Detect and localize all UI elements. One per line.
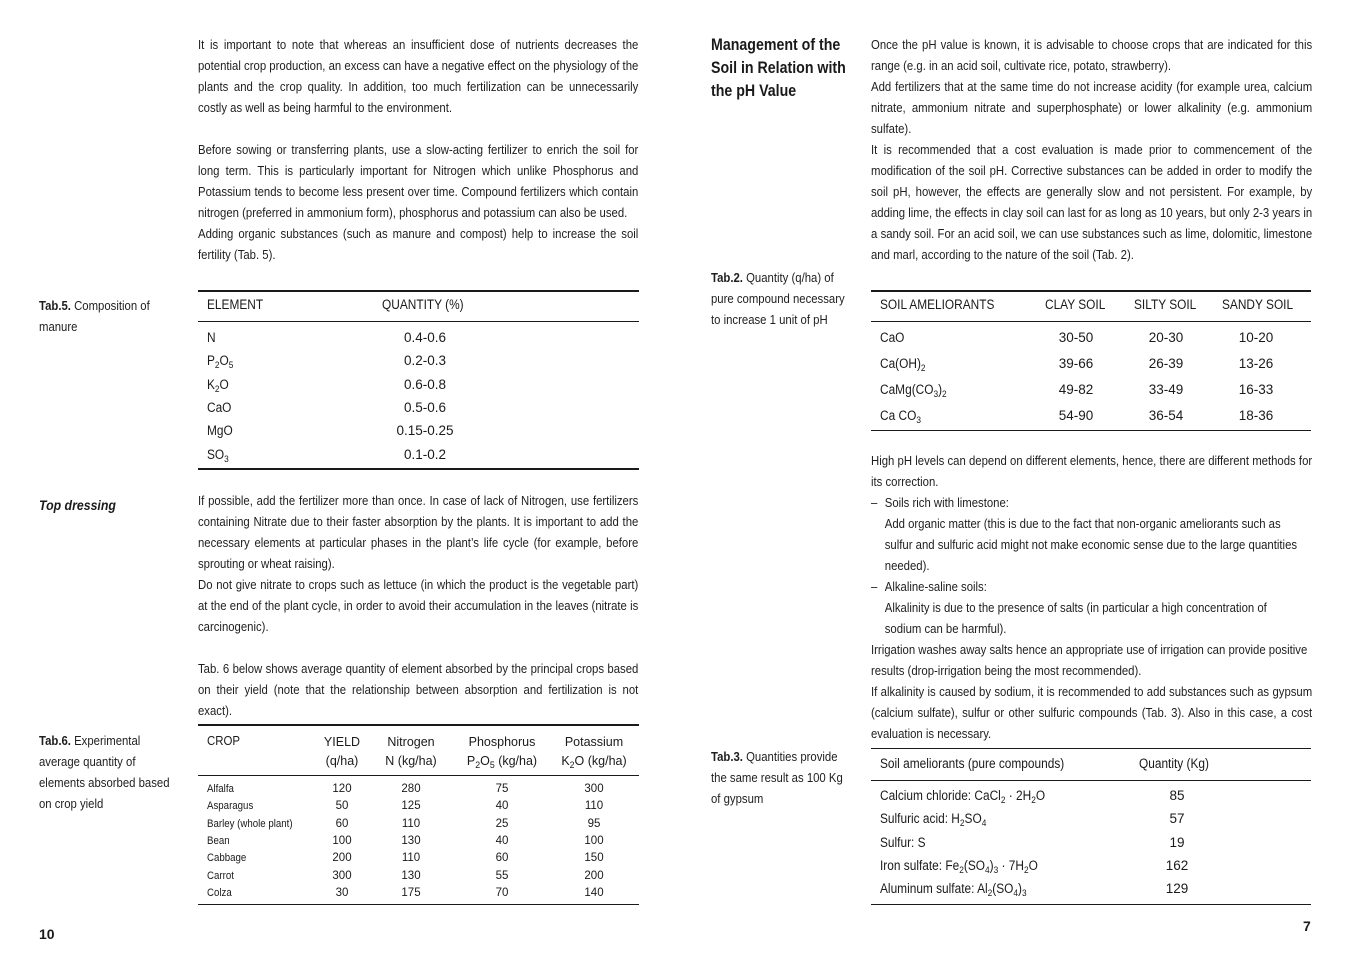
tab2-cell-ameliorant	[880, 408, 921, 426]
tab6-cell-yield: 100	[332, 834, 352, 847]
tab3-ameliorant-text: (SO	[992, 881, 1014, 897]
tab6-header-nitrogen-l2: N (kg/ha)	[385, 754, 437, 768]
tab2-cell-sandy: 13-26	[1238, 356, 1274, 371]
tab2-cell-sandy: 16-33	[1238, 382, 1274, 397]
top-dressing-heading: Top dressing	[39, 497, 116, 513]
tab2-header-ameliorants: SOIL AMELIORANTS	[880, 297, 995, 312]
tab3-ameliorant-text: Sulfur: S	[880, 834, 926, 850]
tab6-header-phosphorus-p: P	[466, 754, 476, 768]
tab5-element-subscript: 2	[214, 360, 220, 372]
tab6-cell-phosphorus: 55	[495, 869, 509, 882]
tab3-ameliorant-text: · 2H	[1005, 788, 1032, 803]
tab6-cell-nitrogen: 125	[401, 800, 421, 813]
tab5-table	[198, 290, 639, 470]
tab5-element-symbol-2: O	[219, 353, 229, 369]
tab5-cell-element	[207, 376, 229, 395]
tab6-cell-crop: Carrot	[207, 869, 234, 882]
tab3-ameliorant-text: )	[989, 857, 994, 873]
tab5-element-symbol: MgO	[207, 423, 233, 439]
tab6-cell-potassium: 110	[584, 800, 604, 813]
tab6-cell-crop: Alfalfa	[207, 783, 234, 795]
tab5-caption	[39, 295, 166, 337]
right-intro-paragraph-1: Once the pH value is known, it is advisable to choose crops that are indicated for this range (e.g. in an acid soil, cultivate rice, potato, strawberry).	[871, 37, 1313, 73]
tab2-bottom-rule	[871, 430, 1311, 431]
tab5-cell-element	[207, 423, 233, 438]
tab5-element-subscript: 2	[214, 383, 220, 395]
tab5-element-symbol-2: O	[219, 376, 229, 392]
tab3-caption-label: Tab.3.	[711, 749, 743, 764]
tab6-header-rule	[198, 775, 639, 776]
tab2-ameliorant-formula: Ca(OH)	[880, 356, 921, 371]
tab3-ameliorant-text: (SO	[963, 857, 985, 873]
tab5-cell-element	[207, 330, 216, 345]
tab6-cell-potassium: 140	[584, 886, 604, 899]
tab2-ameliorant-formula: CaMg(CO	[880, 382, 934, 397]
tab3-caption-text: Quantities provide the same result as 100 Kg of gypsum	[711, 749, 843, 806]
tab5-cell-quantity: 0.15-0.25	[396, 423, 454, 439]
tab6-cell-nitrogen: 130	[401, 869, 421, 882]
tab3-ameliorant-text: Iron sulfate: Fe	[880, 857, 960, 873]
tab2-header-rule	[871, 321, 1311, 322]
tab5-cell-quantity: 0.4-0.6	[403, 330, 447, 345]
tab3-ameliorant-subscript: 4	[981, 818, 987, 830]
tab6-header-phosphorus-l1: Phosphorus	[468, 735, 536, 749]
tab3-ameliorant-subscript: 2	[987, 888, 993, 900]
tab2-ameliorant-subscript: 3	[933, 389, 939, 400]
tab6-caption-text: Experimental average quantity of elements absorbed based on crop yield	[39, 733, 170, 811]
tab6-cell-crop: Cabbage	[207, 852, 247, 865]
tab3-header-quantity: Quantity (Kg)	[1139, 756, 1209, 771]
right-intro-paragraph-3: It is recommended that a cost evaluation is made prior to commencement of the modification of the soil pH. Corrective substances can be added in order to modify the soil pH, however, the effects are generally slow and not persistent. For example, by adding lime, the effects in clay soil can last for as long as 10 years, but only 2-3 years in a sandy soil. For an acid soil, we can use substances such as lime, dolomitic, limestone and marl, according to the nature of the soil (Tab. 2).	[871, 142, 1313, 262]
tab2-header-silty: SILTY SOIL	[1134, 297, 1197, 312]
tab2-cell-clay: 30-50	[1058, 330, 1094, 345]
tab6-header-potassium-l2	[554, 752, 634, 771]
tab3-ameliorant-subscript: 2	[959, 818, 965, 830]
tab5-top-rule	[198, 290, 639, 292]
tab3-cell-ameliorant	[880, 788, 1046, 806]
tab3-top-rule	[871, 748, 1311, 749]
tab2-ameliorant-formula: Ca CO	[880, 408, 917, 423]
tab6-cell-nitrogen: 175	[401, 886, 421, 899]
top-dressing-paragraph-1: If possible, add the fertilizer more than once. In case of lack of Nitrogen, use fertilizers containing Nitrate due to their faster absorption by the plants. It is important to add the necessary elements at particular phases in the plant’s life cycle (for example, before sprouting or wheat raising).	[198, 493, 639, 571]
tab3-cell-ameliorant	[880, 811, 987, 830]
high-ph-paragraph-2: Irrigation washes away salts hence an appropriate use of irrigation can provide positive results (drop-irrigation being the most recommended).	[871, 642, 1308, 678]
tab5-bottom-rule	[198, 468, 639, 470]
bullet-limestone-dash: –	[871, 495, 878, 510]
left-page-number: 10	[39, 926, 55, 942]
bullet-alkaline-title: Alkaline-saline soils:	[884, 579, 987, 594]
tab5-cell-element	[207, 446, 229, 465]
tab6-header-potassium-sub: 2	[569, 760, 575, 770]
tab5-cell-quantity: 0.5-0.6	[403, 399, 447, 415]
left-intro-text	[198, 34, 638, 265]
tab5-header-quantity: QUANTITY (%)	[382, 297, 464, 312]
tab3-ameliorant-subscript: 3	[1021, 888, 1027, 900]
tab6-cell-phosphorus: 40	[495, 800, 509, 813]
tab2-ameliorant-subscript: 3	[916, 415, 921, 426]
tab3-cell-quantity: 162	[1165, 857, 1189, 873]
tab3-ameliorant-subscript: 2	[1000, 795, 1006, 806]
tab6-cell-crop: Colza	[207, 886, 232, 899]
tab6-cell-potassium: 300	[584, 783, 604, 795]
tab6-cell-nitrogen: 130	[401, 834, 421, 847]
tab6-caption	[39, 730, 183, 814]
tab5-header-element: ELEMENT	[207, 297, 264, 312]
tab6-header-phosphorus-sub2: 5	[489, 760, 495, 770]
tab6-cell-phosphorus: 75	[495, 783, 509, 795]
tab2-ameliorant-formula-2: )	[938, 382, 943, 397]
top-dressing-paragraph-2: Do not give nitrate to crops such as lettuce (in which the product is the vegetable part) at the end of the plant cycle, in order to avoid their accumulation in the leaves (nitrate is carcinogenic).	[198, 577, 639, 634]
bullet-limestone	[871, 492, 1312, 576]
left-intro-paragraph-1: It is important to note that whereas an insufficient dose of nutrients decreases the potential crop production, an excess can have a negative effect on the physiology of the plants and the crop quality. In addition, too much fertilization can be unnecessarily costly as well as being harmful to the environment.	[198, 37, 639, 115]
high-ph-paragraph-1: High pH levels can depend on different elements, hence, there are different methods for its correction.	[871, 453, 1313, 489]
tab2-caption-text: Quantity (q/ha) of pure compound necessary to increase 1 unit of pH	[711, 270, 845, 327]
tab6-cell-phosphorus: 25	[495, 817, 509, 830]
tab3-ameliorant-text: )	[1018, 881, 1022, 897]
tab5-cell-quantity: 0.2-0.3	[403, 353, 447, 369]
tab6-table	[198, 724, 639, 906]
tab6-cell-potassium: 200	[584, 869, 604, 882]
tab6-cell-yield: 60	[335, 817, 349, 830]
tab5-header-rule	[198, 321, 639, 322]
tab5-element-subscript: 3	[224, 453, 229, 465]
tab2-header-clay: CLAY SOIL	[1045, 297, 1106, 312]
high-ph-paragraph-3: If alkalinity is caused by sodium, it is recommended to add substances such as gypsum (calcium sulfate), sulfur or other sulfuric compounds (Tab. 3). Also in this case, a cost evaluation is necessary.	[871, 684, 1313, 741]
tab6-header-nitrogen-l1: Nitrogen	[387, 735, 435, 749]
right-intro-text	[871, 34, 1312, 265]
tab6-header-potassium-unit: O (kg/ha)	[574, 754, 627, 768]
tab6-cell-crop: Asparagus	[207, 800, 254, 813]
tab6-header-yield-l2: (q/ha)	[325, 754, 359, 768]
top-dressing-paragraph-3: Tab. 6 below shows average quantity of element absorbed by the principal crops based on their yield (note that the relationship between absorption and fertilization is not exact).	[198, 661, 639, 718]
tab2-cell-clay: 54-90	[1058, 408, 1094, 423]
tab6-header-phosphorus-unit: (kg/ha)	[494, 754, 538, 768]
tab5-cell-element	[207, 400, 231, 415]
tab3-cell-quantity: 85	[1169, 788, 1185, 803]
tab3-ameliorant-subscript: 2	[1031, 795, 1036, 806]
tab2-cell-silty: 26-39	[1148, 356, 1184, 371]
tab6-cell-phosphorus: 70	[495, 886, 509, 899]
tab2-cell-ameliorant	[880, 382, 947, 400]
tab5-element-symbol: P	[207, 353, 215, 369]
tab2-cell-silty: 20-30	[1148, 330, 1184, 345]
tab6-cell-yield: 50	[335, 800, 349, 813]
tab3-ameliorant-subscript: 4	[984, 864, 990, 876]
tab3-ameliorant-text: O	[1035, 788, 1046, 803]
tab2-cell-sandy: 18-36	[1238, 408, 1274, 423]
tab3-ameliorant-subscript: 2	[1023, 864, 1029, 876]
tab3-header-ameliorants: Soil ameliorants (pure compounds)	[880, 756, 1065, 771]
tab2-cell-silty: 36-54	[1148, 408, 1184, 423]
tab6-cell-yield: 120	[332, 783, 352, 795]
tab3-ameliorant-text: SO	[964, 811, 982, 827]
bullet-limestone-title: Soils rich with limestone:	[884, 495, 1009, 510]
tab6-header-yield	[316, 733, 368, 771]
tab5-element-subscript-2: 5	[228, 360, 234, 372]
tab3-cell-ameliorant	[880, 857, 1038, 876]
bullet-alkaline-text: Alkalinity is due to the presence of salts (in particular a high concentration of sodium can be harmful).	[884, 600, 1267, 636]
tab2-caption-label: Tab.2.	[711, 270, 743, 285]
tab6-cell-phosphorus: 60	[495, 852, 509, 865]
tab2-top-rule	[871, 290, 1311, 292]
tab3-ameliorant-text: Sulfuric acid: H	[880, 811, 960, 827]
tab3-cell-ameliorant	[880, 881, 1027, 900]
right-intro-paragraph-2: Add fertilizers that at the same time do not increase acidity (for example urea, calcium nitrate, ammonium nitrate and superphosphate) or lower alkalinity (e.g. ammonium sulfate).	[871, 79, 1313, 136]
tab2-cell-sandy: 10-20	[1238, 330, 1274, 345]
tab2-caption	[711, 267, 855, 330]
tab6-cell-yield: 300	[332, 869, 352, 882]
tab6-cell-yield: 200	[332, 852, 352, 865]
tab6-header-nitrogen	[374, 733, 448, 771]
tab2-cell-silty: 33-49	[1148, 382, 1184, 397]
tab5-cell-quantity: 0.1-0.2	[403, 446, 447, 462]
bullet-alkaline-saline	[871, 576, 1312, 639]
tab5-cell-element	[207, 353, 234, 372]
tab2-cell-clay: 39-66	[1058, 356, 1094, 371]
tab3-ameliorant-text: · 7H	[998, 857, 1024, 873]
tab5-element-symbol: CaO	[207, 399, 232, 415]
tab6-header-potassium-k: K	[561, 754, 570, 768]
tab6-cell-crop: Bean	[207, 834, 230, 847]
tab2-ameliorant-formula: CaO	[880, 330, 905, 345]
tab2-cell-ameliorant	[880, 356, 926, 374]
tab5-caption-text: Composition of manure	[39, 298, 150, 334]
tab6-cell-potassium: 95	[587, 817, 601, 830]
tab2-table	[871, 290, 1311, 432]
tab6-cell-crop: Barley (whole plant)	[207, 817, 293, 830]
tab3-cell-quantity: 57	[1169, 811, 1185, 827]
tab5-element-symbol: SO	[207, 446, 225, 462]
tab3-cell-quantity: 19	[1169, 834, 1185, 850]
tab6-header-phosphorus-sub1: 2	[475, 760, 481, 770]
tab5-element-symbol: K	[207, 376, 215, 392]
tab3-cell-quantity: 129	[1165, 881, 1189, 897]
tab6-cell-potassium: 100	[584, 834, 604, 847]
tab5-cell-quantity: 0.6-0.8	[403, 376, 447, 392]
high-ph-text	[871, 450, 1312, 744]
tab3-ameliorant-subscript: 4	[1013, 888, 1019, 900]
tab3-table	[871, 748, 1311, 906]
tab3-cell-ameliorant	[880, 835, 926, 850]
left-intro-paragraph-2: Before sowing or transferring plants, use a slow-acting fertilizer to enrich the soil for long term. This is particularly important for Nitrogen which unlike Phosphorus and Potassium tends to become less present over time. Compound fertilizers which contain nitrogen (preferred in ammonium form), phosphorus and potassium can also be used.	[198, 142, 639, 220]
tab6-cell-nitrogen: 110	[401, 852, 421, 865]
tab6-header-yield-l1: YIELD	[323, 735, 361, 749]
tab6-header-potassium	[554, 733, 634, 771]
tab3-bottom-rule	[871, 904, 1311, 905]
tab6-header-phosphorus-l2	[454, 752, 550, 771]
tab3-ameliorant-subscript: 2	[959, 864, 964, 876]
tab6-header-phosphorus	[454, 733, 550, 771]
tab6-cell-potassium: 150	[584, 852, 604, 865]
tab6-cell-phosphorus: 40	[495, 834, 509, 847]
tab6-header-potassium-l1: Potassium	[564, 735, 624, 749]
tab2-ameliorant-subscript: 2	[920, 363, 926, 374]
tab3-ameliorant-text: Calcium chloride: CaCl	[880, 788, 1001, 803]
left-intro-paragraph-3: Adding organic substances (such as manure and compost) help to increase the soil fertility (Tab. 5).	[198, 226, 639, 262]
tab6-header-crop: CROP	[207, 733, 241, 748]
bullet-alkaline-dash: –	[871, 579, 878, 594]
top-dressing-text	[198, 490, 638, 721]
ph-management-heading: Management of the Soil in Relation with the pH Value	[711, 36, 846, 100]
tab3-ameliorant-text: O	[1028, 857, 1038, 873]
right-page-number: 7	[1303, 918, 1311, 934]
tab3-caption	[711, 746, 849, 809]
tab2-cell-ameliorant	[880, 330, 904, 345]
tab3-header-rule	[871, 780, 1311, 781]
tab3-ameliorant-text: Aluminum sulfate: Al	[880, 881, 988, 897]
bullet-limestone-text: Add organic matter (this is due to the fact that non-organic ameliorants such as sulfur and sulfuric acid might not make economic sense due to the large quantities needed).	[884, 516, 1298, 573]
tab6-top-rule	[198, 724, 639, 726]
tab6-bottom-rule	[198, 904, 639, 905]
tab5-caption-label: Tab.5.	[39, 298, 71, 313]
tab6-cell-yield: 30	[335, 886, 349, 899]
tab6-header-phosphorus-o: O	[480, 754, 490, 768]
tab6-cell-nitrogen: 280	[401, 783, 421, 795]
tab5-element-symbol: N	[207, 330, 216, 345]
tab2-header-sandy: SANDY SOIL	[1222, 297, 1294, 312]
tab2-ameliorant-subscript-2: 2	[942, 389, 947, 400]
tab2-cell-clay: 49-82	[1058, 382, 1094, 397]
tab6-caption-label: Tab.6.	[39, 733, 71, 748]
tab3-ameliorant-subscript: 3	[993, 864, 999, 876]
tab6-cell-nitrogen: 110	[401, 817, 421, 830]
